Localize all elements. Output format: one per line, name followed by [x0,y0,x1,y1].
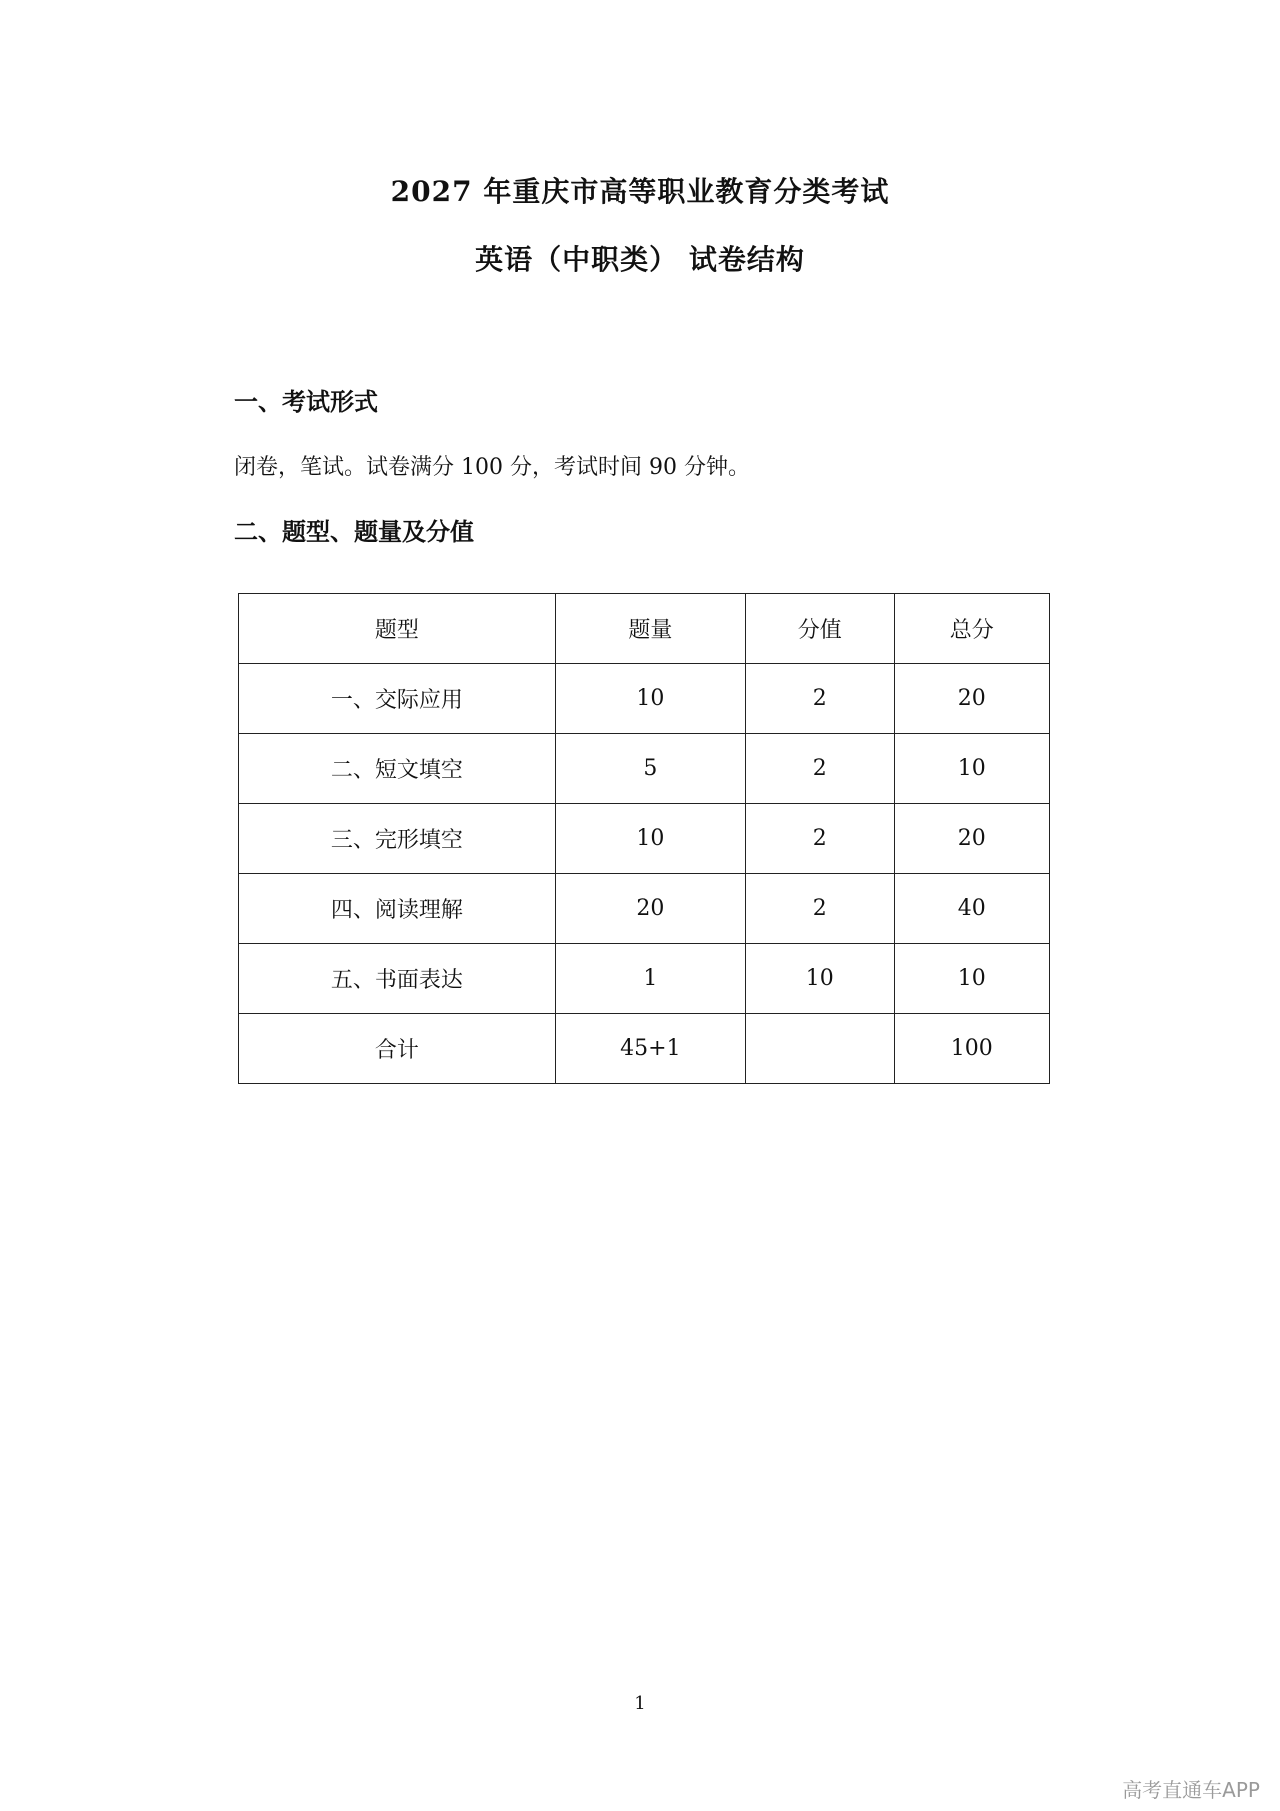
table-total-row [239,1014,1050,1084]
table-header-cell: 题量 [555,594,745,664]
table-cell: 100 [894,1014,1050,1084]
table-cell: 2 [746,804,894,874]
table-cell: 二、短文填空 [239,734,556,804]
table-cell: 20 [555,874,745,944]
document-subtitle: 英语（中职类） 试卷结构 [475,243,805,276]
table-cell: 40 [894,874,1050,944]
table-cell: 四、阅读理解 [239,874,556,944]
table-cell: 5 [555,734,745,804]
table-cell: 10 [555,664,745,734]
table-row [239,664,1050,734]
table-cell: 20 [894,804,1050,874]
table-header-cell: 题型 [239,594,556,664]
exam-format-text: 闭卷，笔试。试卷满分 100 分，考试时间 90 分钟。 [234,455,750,480]
page-number: 1 [634,1693,646,1714]
table-header-cell: 总分 [894,594,1050,664]
table-cell: 10 [894,734,1050,804]
table-cell: 1 [555,944,745,1014]
table-row [239,944,1050,1014]
document-title: 2027 年重庆市高等职业教育分类考试 [390,175,890,208]
table-header-row [239,594,1050,664]
table-cell: 2 [746,874,894,944]
table-row [239,804,1050,874]
table-cell: 合计 [239,1014,556,1084]
section-heading-exam-format: 一、考试形式 [234,387,378,416]
table-cell: 20 [894,664,1050,734]
table-cell: 五、书面表达 [239,944,556,1014]
watermark: 高考直通车APP [1122,1778,1260,1802]
table-cell: 10 [894,944,1050,1014]
table-header-cell: 分值 [746,594,894,664]
table-cell [746,1014,894,1084]
table-row [239,874,1050,944]
section-heading-question-types: 二、题型、题量及分值 [234,517,474,546]
table-cell: 10 [555,804,745,874]
table-cell: 三、完形填空 [239,804,556,874]
score-table [238,593,1050,1084]
table-cell: 2 [746,664,894,734]
table-cell: 2 [746,734,894,804]
table-cell: 10 [746,944,894,1014]
table-row [239,734,1050,804]
table-cell: 45+1 [555,1014,745,1084]
table-cell: 一、交际应用 [239,664,556,734]
